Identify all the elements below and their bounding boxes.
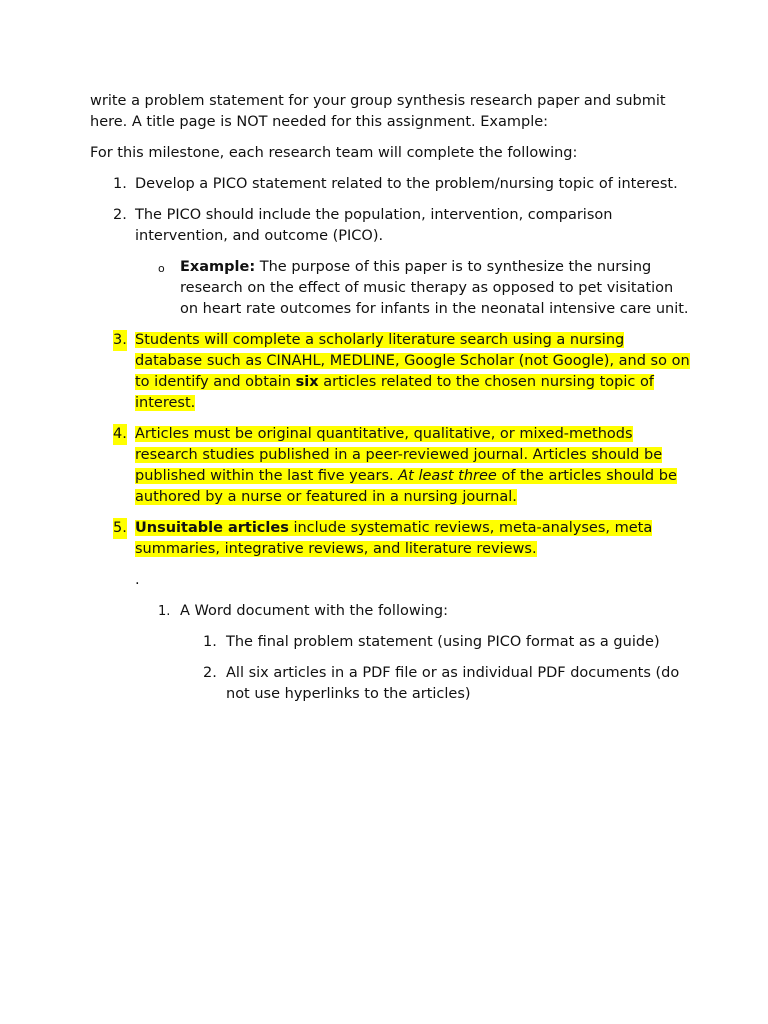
italic-text: At least three	[398, 468, 497, 484]
example-bullet-item	[90, 257, 690, 320]
deliverable-subitem-1	[90, 632, 690, 653]
list-number: 4.	[113, 424, 127, 445]
highlighted-text	[135, 426, 677, 505]
subitem-text: The final problem statement (using PICO format as a guide)	[226, 634, 660, 650]
text-segment: include systematic reviews, meta-analyses, meta summaries, integrative reviews, and literature reviews.	[135, 520, 653, 557]
bold-text: Unsuitable articles	[135, 520, 289, 536]
text-segment: articles related to the chosen nursing topic of interest.	[135, 374, 654, 411]
example-text: The purpose of this paper is to synthesize the nursing research on the effect of music therapy as opposed to pet visitation on heart rate outcomes for infants in the neonatal intensive care unit.	[180, 259, 689, 317]
list-number: 1.	[113, 176, 127, 192]
text-segment: Students will complete a scholarly literature search using a nursing database such as CINAHL, MEDLINE, Google Scholar (not Google), and so on to identify and obtain	[135, 332, 690, 390]
intro-paragraph: write a problem statement for your group synthesis research paper and submit here. A title page is NOT needed for this assignment. Example:	[90, 93, 666, 130]
deliverable-text: A Word document with the following:	[180, 603, 449, 619]
deliverable-item	[90, 601, 690, 622]
list-number: 1.	[203, 634, 217, 650]
example-label: Example:	[180, 259, 256, 275]
list-number: 2.	[203, 665, 217, 681]
list-item-text: Develop a PICO statement related to the problem/nursing topic of interest.	[135, 176, 678, 192]
list-item-text: The PICO should include the population, intervention, comparison intervention, and outcome (PICO).	[135, 207, 613, 244]
list-item-4	[90, 424, 690, 508]
deliverable-subitem-2	[90, 663, 690, 705]
highlighted-text	[135, 332, 690, 411]
text-segment: Articles must be original quantitative, qualitative, or mixed-methods research studies published in a peer-reviewed journal. Articles should be published within the last five years.	[135, 426, 663, 484]
dot-paragraph: .	[135, 572, 140, 588]
bullet-marker: o	[158, 262, 165, 275]
list-item-5	[90, 518, 690, 560]
list-item-2	[90, 205, 690, 247]
highlighted-text	[135, 520, 652, 557]
lead-paragraph: For this milestone, each research team will complete the following:	[90, 145, 578, 161]
list-number: 3.	[113, 330, 127, 351]
subitem-text: All six articles in a PDF file or as individual PDF documents (do not use hyperlinks to the articles)	[226, 665, 680, 702]
document-body	[90, 91, 690, 715]
bold-text: six	[295, 374, 319, 390]
list-number: 1.	[158, 604, 171, 619]
list-item-1	[90, 174, 690, 195]
text-segment: of the articles should be authored by a nurse or featured in a nursing journal.	[135, 468, 677, 505]
list-item-3	[90, 330, 690, 414]
list-number: 2.	[113, 207, 127, 223]
list-number: 5.	[113, 518, 127, 539]
